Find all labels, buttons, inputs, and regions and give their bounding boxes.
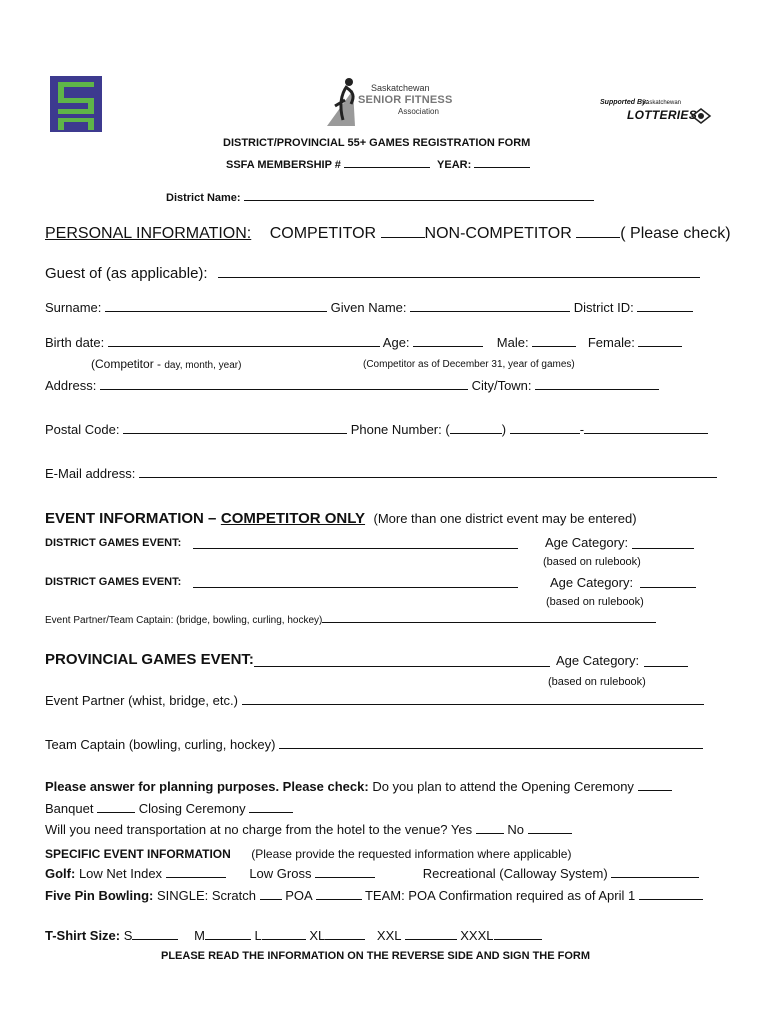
recreational-input[interactable] (611, 866, 699, 878)
guest-label: Guest of (as applicable): (45, 265, 208, 282)
surname-row (45, 300, 693, 315)
event-info-row (45, 510, 637, 528)
closing-ceremony-checkbox[interactable] (249, 801, 293, 813)
district-name-label: District Name: (166, 192, 241, 204)
opening-ceremony-checkbox[interactable] (638, 779, 672, 791)
district-event-label-2: DISTRICT GAMES EVENT: (45, 576, 182, 588)
city-label: City/Town: (471, 378, 532, 393)
email-row (45, 466, 717, 481)
phone-dash: - (579, 422, 585, 437)
membership-line (226, 156, 530, 171)
membership-input[interactable] (344, 156, 430, 168)
district-id-input[interactable] (637, 300, 693, 312)
year-label: YEAR: (437, 159, 472, 171)
low-net-input[interactable] (166, 866, 226, 878)
golf-label: Golf: (45, 866, 76, 881)
team-poa-label: TEAM: POA Confirmation required as of April 1 (364, 888, 636, 903)
ssfa-logo (325, 76, 453, 128)
birth-note-prefix: (Competitor - (91, 357, 162, 371)
single-scratch-label: SINGLE: Scratch (156, 888, 256, 903)
golf-row (45, 866, 699, 881)
event-partner-row (45, 693, 704, 708)
birth-date-label: Birth date: (45, 335, 105, 350)
planning-heading: Please answer for planning purposes. Please check: (45, 779, 369, 794)
male-checkbox[interactable] (532, 335, 576, 347)
tshirt-xxxl-input[interactable] (494, 928, 542, 940)
address-label: Address: (45, 378, 97, 393)
competitor-only-heading: COMPETITOR ONLY (220, 510, 366, 527)
tshirt-size-xxxl: XXXL (460, 928, 494, 943)
address-row (45, 378, 659, 393)
phone-area-input[interactable] (450, 422, 502, 434)
competitor-checkbox[interactable] (381, 223, 425, 238)
lotteries-sask-text: Saskatchewan (642, 100, 682, 106)
tshirt-size-xl: XL (309, 928, 326, 943)
personal-info-row (45, 223, 731, 243)
guest-input[interactable] (218, 263, 700, 278)
surname-label: Surname: (45, 300, 102, 315)
tshirt-size-l: L (254, 928, 262, 943)
age-category-input-1[interactable] (632, 537, 694, 549)
district-name-line (166, 189, 594, 204)
partner-captain-row (45, 613, 656, 626)
provincial-age-category-label: Age Category: (556, 653, 640, 668)
team-poa-input[interactable] (639, 888, 703, 900)
provincial-age-category-input[interactable] (644, 655, 688, 667)
age-label: Age: (382, 335, 410, 350)
supported-by-text: Supported By: (600, 99, 649, 106)
phone-label: Phone Number: (350, 422, 442, 437)
guest-row (45, 263, 700, 282)
ssfa-line1: Saskatchewan (371, 83, 430, 93)
email-label: E-Mail address: (45, 466, 136, 481)
phone-prefix-input[interactable] (510, 422, 580, 434)
poa-label: POA (285, 888, 312, 903)
bowling-label: Five Pin Bowling: (45, 888, 154, 903)
team-captain-row (45, 737, 703, 752)
low-gross-label: Low Gross (249, 866, 312, 881)
closing-ceremony-label: Closing Ceremony (138, 801, 246, 816)
tshirt-size-s: S (123, 928, 133, 943)
district-event-input-2[interactable] (193, 576, 518, 588)
female-checkbox[interactable] (638, 335, 682, 347)
given-name-input[interactable] (410, 300, 570, 312)
banquet-row (45, 801, 293, 816)
email-input[interactable] (139, 466, 717, 478)
phone-close-paren: ) (501, 422, 507, 437)
low-net-label: Low Net Index (78, 866, 163, 881)
district-name-input[interactable] (244, 189, 594, 201)
district-event-label-1: DISTRICT GAMES EVENT: (45, 537, 182, 549)
bowling-row (45, 888, 703, 903)
please-check-text: ( Please check) (620, 225, 731, 242)
tshirt-size-m: M (194, 928, 205, 943)
recreational-label: Recreational (Calloway System) (422, 866, 608, 881)
ssfa-line3: Association (398, 107, 439, 116)
event-info-heading: EVENT INFORMATION – (45, 510, 217, 527)
event-partner-label: Event Partner (whist, bridge, etc.) (45, 693, 238, 708)
lotteries-mark-icon (690, 107, 712, 125)
opening-ceremony-label: Do you plan to attend the Opening Ceremony (372, 779, 634, 794)
tshirt-row: T-Shirt Size: S M L XL XXL XXXL (45, 928, 542, 943)
specific-event-heading: SPECIFIC EVENT INFORMATION (45, 847, 231, 861)
surname-input[interactable] (105, 300, 327, 312)
based-on-rulebook-1: (based on rulebook) (543, 556, 641, 568)
district-id-label: District ID: (573, 300, 634, 315)
specific-event-row (45, 845, 571, 863)
phone-line-input[interactable] (584, 422, 708, 434)
tshirt-size-xxl: XXL (376, 928, 402, 943)
tshirt-m-input[interactable] (205, 928, 251, 940)
tshirt-s-input[interactable] (132, 928, 178, 940)
transport-row (45, 822, 572, 837)
phone-open-paren: ( (445, 422, 450, 437)
event-partner-input[interactable] (242, 693, 704, 705)
female-label: Female: (587, 335, 635, 350)
city-input[interactable] (535, 378, 659, 390)
ssm-logo (50, 76, 102, 132)
non-competitor-label: NON-COMPETITOR (424, 225, 572, 242)
banquet-checkbox[interactable] (97, 801, 135, 813)
provincial-event-input[interactable] (254, 653, 550, 667)
form-title: DISTRICT/PROVINCIAL 55+ GAMES REGISTRATION FORM (223, 137, 531, 149)
transport-no-checkbox[interactable] (528, 822, 572, 834)
age-note: (Competitor as of December 31, year of games) (363, 359, 575, 370)
postal-code-input[interactable] (123, 422, 347, 434)
tshirt-xxl-input[interactable] (405, 928, 457, 940)
postal-row (45, 422, 708, 437)
male-label: Male: (496, 335, 529, 350)
non-competitor-checkbox[interactable] (576, 223, 620, 238)
transport-yes-checkbox[interactable] (476, 822, 504, 834)
event-info-note: (More than one district event may be entered) (373, 511, 637, 526)
lotteries-name-text: LOTTERIES (627, 108, 698, 122)
specific-event-note: (Please provide the requested information where applicable) (251, 847, 572, 861)
age-input[interactable] (413, 335, 483, 347)
transport-question: Will you need transportation at no charge from the hotel to the venue? Yes (45, 822, 473, 837)
given-name-label: Given Name: (330, 300, 407, 315)
partner-captain-input[interactable] (322, 613, 656, 623)
ssfa-line2: SENIOR FITNESS (358, 94, 453, 106)
team-captain-input[interactable] (279, 737, 703, 749)
planning-row (45, 779, 672, 794)
tshirt-xl-input[interactable] (325, 928, 365, 940)
district-event-input-1[interactable] (193, 537, 518, 549)
lotteries-logo (600, 99, 715, 129)
low-gross-input[interactable] (315, 866, 375, 878)
transport-no-label: No (507, 822, 524, 837)
provincial-based-on-rulebook: (based on rulebook) (548, 676, 646, 688)
personal-info-heading: PERSONAL INFORMATION: (45, 225, 252, 242)
age-category-label-1: Age Category: (545, 535, 629, 550)
provincial-event-label: PROVINCIAL GAMES EVENT: (45, 651, 254, 668)
single-scratch-checkbox[interactable] (260, 888, 282, 900)
tshirt-l-input[interactable] (262, 928, 306, 940)
age-category-input-2[interactable] (640, 576, 696, 588)
age-category-label-2: Age Category: (550, 575, 634, 590)
tshirt-label: T-Shirt Size (45, 928, 116, 943)
birth-row (45, 335, 682, 350)
competitor-label: COMPETITOR (269, 225, 377, 242)
reverse-side-notice: PLEASE READ THE INFORMATION ON THE REVERSE SIDE AND SIGN THE FORM (161, 950, 591, 962)
based-on-rulebook-2: (based on rulebook) (546, 596, 644, 608)
birth-note-format: day, month, year) (164, 360, 242, 371)
team-captain-label: Team Captain (bowling, curling, hockey) (45, 737, 276, 752)
partner-captain-label: Event Partner/Team Captain: (bridge, bowling, curling, hockey) (45, 615, 323, 626)
banquet-label: Banquet (45, 801, 94, 816)
poa-checkbox[interactable] (316, 888, 362, 900)
birth-date-input[interactable] (108, 335, 380, 347)
address-input[interactable] (100, 378, 468, 390)
membership-label: SSFA MEMBERSHIP # (226, 159, 341, 171)
postal-code-label: Postal Code: (45, 422, 120, 437)
birth-note (91, 357, 241, 371)
year-input[interactable] (474, 156, 530, 168)
